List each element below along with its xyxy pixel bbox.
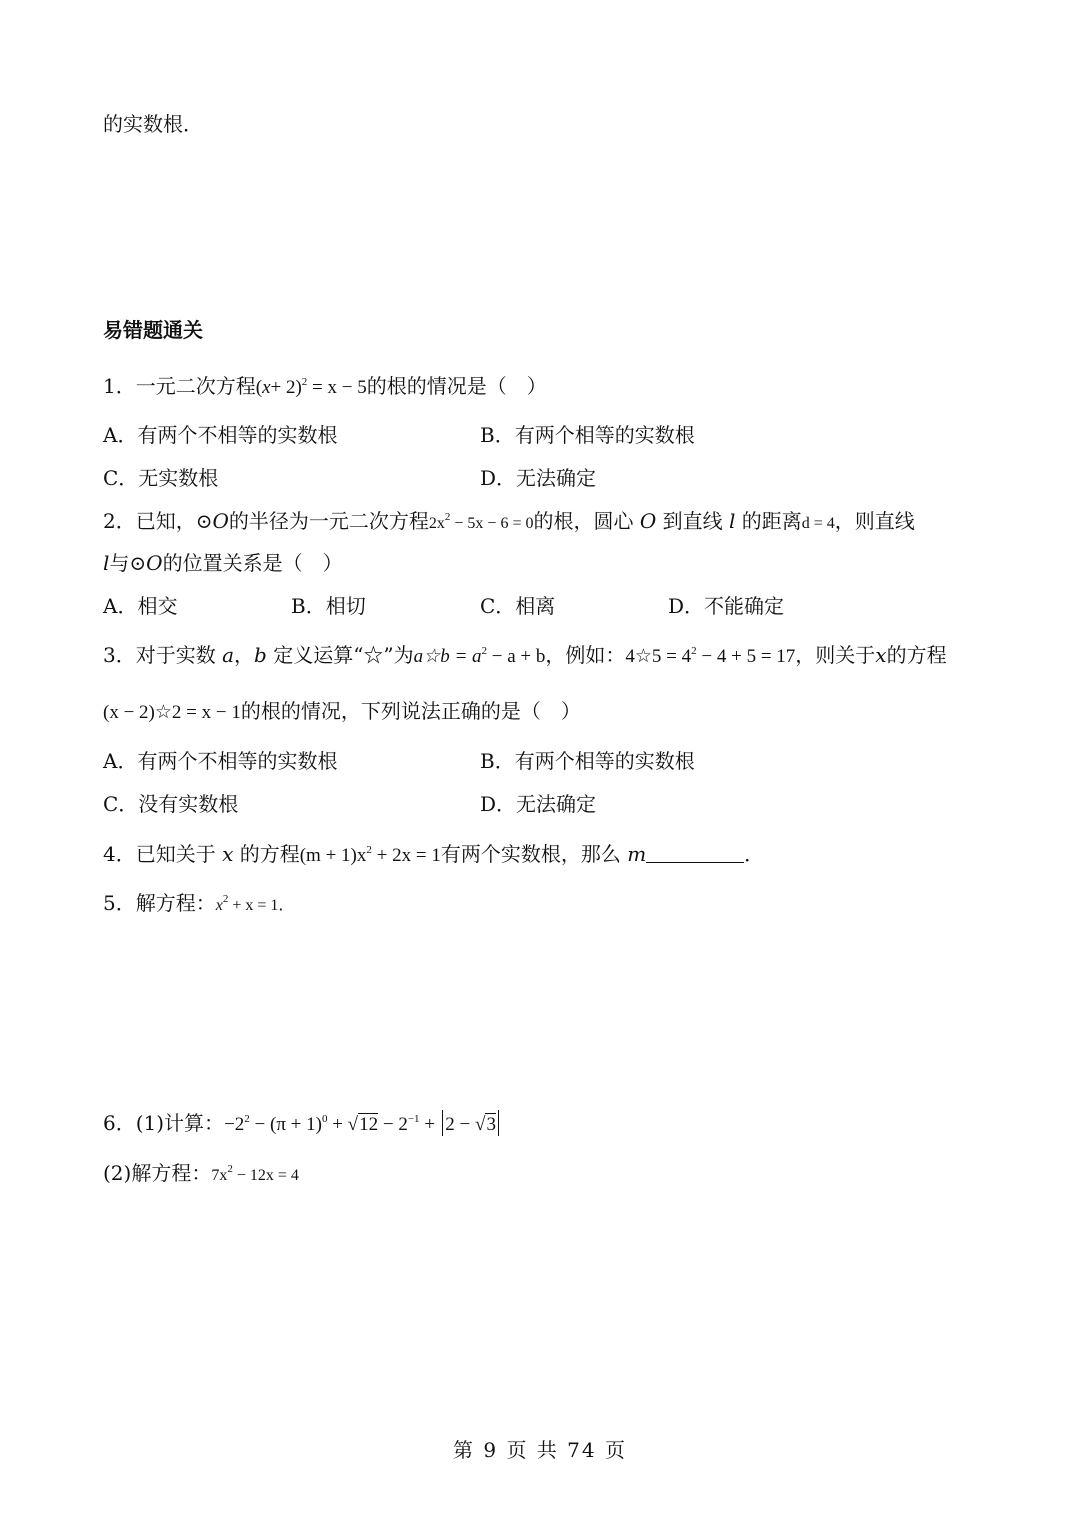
q1-option-d: D．无法确定: [480, 466, 597, 490]
q5-equation: $x^2 + x = 1$．: [215, 893, 295, 914]
q1-equation: $(x+ 2)^2 = x - 5$: [255, 376, 367, 398]
question-1: [103, 372, 547, 402]
question-4: 4．已知关于 x 的方程$(m + 1)x^2 + 2x = 1$有两个实数根，那么 m ．: [103, 842, 765, 866]
q3-equation: (x − 2)☆2 = x − 1: [103, 702, 241, 723]
q1-option-a: A．有两个不相等的实数根: [103, 423, 338, 447]
q3-option-c: C．没有实数根: [103, 792, 239, 816]
q2-option-b: B．相切: [291, 594, 366, 618]
q3-example: 4☆5 = $4^2 - 4 + 5 = 17$: [625, 645, 796, 667]
question-2: 2．已知，⊙O的半径为一元二次方程$2x^2 - 5x - 6 = 0$的根，圆心 O 到直线 l 的距离d = 4，则直线: [103, 509, 915, 533]
section-title: 易错题通关: [103, 318, 203, 342]
question-3-cont: (x − 2)☆2 = x − 1的根的情况，下列说法正确的是（ ）: [103, 699, 581, 723]
page-footer: 第 9 页 共 74 页: [453, 1438, 627, 1462]
q4-equation: $(m + 1)x^2 + 2x = 1$: [299, 844, 441, 866]
q2-option-c: C．相离: [480, 594, 556, 618]
q6-expression: $-2^2 - (\pi + 1)^0 + √12 - 2^{-1} + 2 - √3$: [224, 1114, 501, 1135]
q1-tail: 的根的情况是（ ）: [366, 374, 547, 398]
q2-option-d: D．不能确定: [668, 594, 785, 618]
q2-option-a: A．相交: [103, 594, 178, 618]
q2-equation: $2x^2 - 5x - 6 = 0$: [428, 511, 534, 532]
q1-option-c: C．无实数根: [103, 466, 219, 490]
question-6-part-1: 6．(1)计算：$-2^2 - (\pi + 1)^0 + √12 - 2^{-1} + 2 - √3$: [103, 1109, 501, 1139]
continuation-text: 的实数根．: [103, 112, 203, 136]
question-2-cont: l与⊙O的位置关系是（ ）: [103, 551, 343, 575]
q4-answer-blank[interactable]: [646, 842, 744, 863]
q2-distance: d = 4: [801, 515, 835, 532]
q3-option-b: B．有两个相等的实数根: [480, 749, 695, 773]
q1-stem: 1．一元二次方程: [103, 374, 256, 398]
q3-option-a: A．有两个不相等的实数根: [103, 749, 338, 773]
q6-equation: $7x^2 - 12x = 4$: [211, 1163, 299, 1184]
question-3: 3．对于实数 a，b 定义运算“☆”为a☆b = $a^2 - a + b$，例如：4☆5 = $4^2 - 4 + 5 = 17$，则关于x的方程: [103, 643, 947, 667]
q3-definition: a☆b = $a^2 - a + b$: [413, 645, 546, 667]
question-6-part-2: (2)解方程：$7x^2 - 12x = 4$: [103, 1161, 299, 1185]
q3-option-d: D．无法确定: [480, 792, 597, 816]
question-5: 5．解方程：$x^2 + x = 1$．: [103, 891, 295, 915]
q1-option-b: B．有两个相等的实数根: [480, 423, 695, 447]
